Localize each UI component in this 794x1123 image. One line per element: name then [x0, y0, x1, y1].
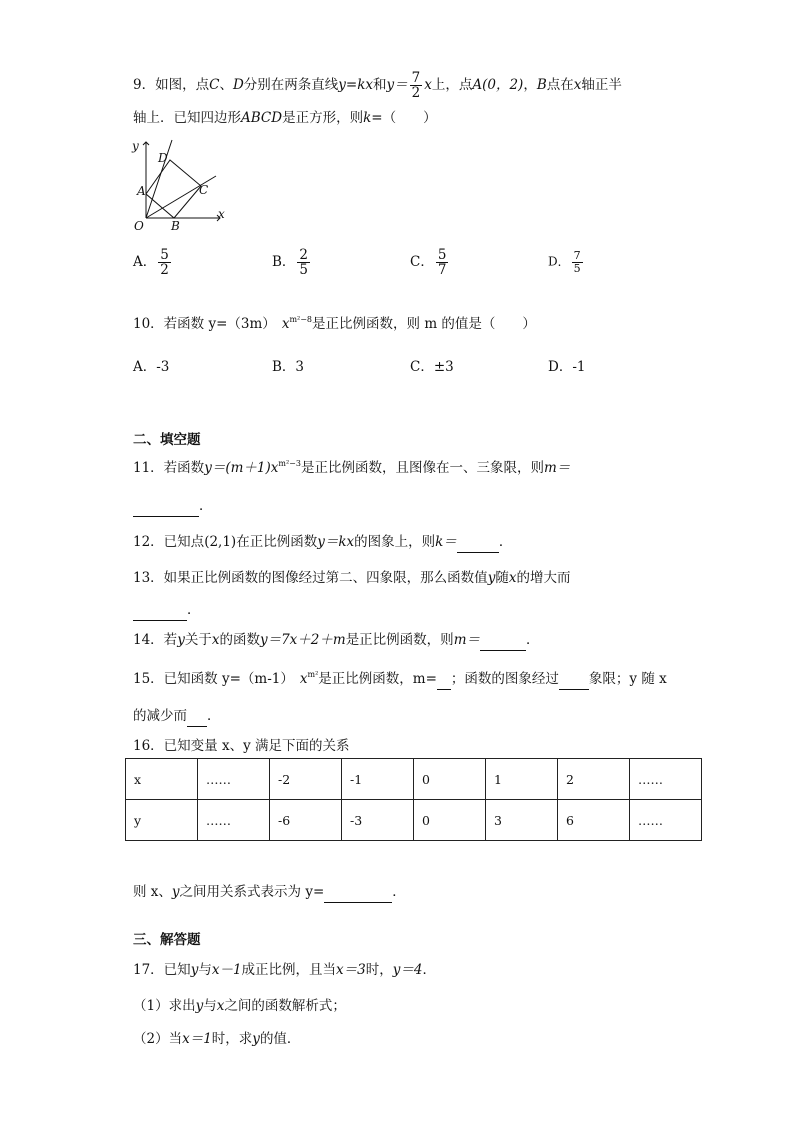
table-row [126, 759, 702, 800]
q11-answer-line: ． [133, 494, 213, 517]
fig-label-c: C [199, 183, 209, 197]
table-cell: …… [630, 800, 702, 841]
q9-text: 分别在两条直线 [243, 77, 339, 93]
q10-option-d[interactable]: D．-1 [548, 359, 586, 375]
q13-answer-line: ． [133, 598, 201, 621]
q17-sub2: （2）当x＝1时，求y的值． [133, 1031, 301, 1047]
q9-line2-lhs: y＝ [386, 77, 408, 93]
fig-label-d: D [158, 151, 168, 165]
q16-blank[interactable] [324, 886, 392, 903]
q10-option-c[interactable]: C．±3 [410, 359, 454, 375]
q9-option-c[interactable]: C． $\frac{5}{7}$ [410, 247, 447, 279]
table-cell: -1 [342, 759, 414, 800]
q11-blank[interactable] [133, 500, 199, 517]
fig-label-a: A [137, 184, 146, 198]
section-solve-heading: 三、解答题 [133, 932, 201, 948]
table-cell: …… [198, 800, 270, 841]
table-cell: -3 [342, 800, 414, 841]
q9-number: 9． [133, 77, 156, 93]
table-cell: x [126, 759, 198, 800]
q13-stem: 13．如果正比例函数的图像经过第二、四象限，那么函数值y随x的增大而 [133, 570, 571, 586]
fig-label-x: x [218, 207, 225, 221]
q9-text: 上，点 [431, 77, 473, 93]
q9-line2: 轴上．已知四边形ABCD是正方形，则k=（ ） [133, 110, 437, 126]
q9-line2-x: x [424, 77, 432, 93]
q17-sub1: （1）求出y与x之间的函数解析式； [133, 998, 346, 1014]
q17-stem: 17．已知y与x－1成正比例，且当x＝3时，y＝4． [133, 962, 436, 978]
section-fill-in-heading: 二、填空题 [133, 432, 201, 448]
table-cell: 0 [414, 800, 486, 841]
table-cell: 6 [558, 800, 630, 841]
q9-option-b[interactable]: B． $\frac{2}{5}$ [272, 247, 309, 279]
table-row [126, 800, 702, 841]
q15-line2: 的减少而 ． [133, 704, 221, 727]
q16-table [125, 758, 702, 841]
q9-line1: 9．如图，点C、D分别在两条直线y=kx和y＝ $\frac{7}{2}$ x上，点A(0，2)，B点在x轴正半 [133, 69, 622, 101]
q9-point-d: D [232, 77, 244, 93]
q12-stem: 12．已知点(2,1)在正比例函数y＝kx的图象上，则k＝ ． [133, 530, 512, 553]
fig-label-o: O [134, 219, 144, 233]
q9-text: 、 [219, 77, 233, 93]
q9-abcd: ABCD [241, 110, 283, 126]
q15-stem: 15．已知函数 y=（m-1） $x^{m^2}$是正比例函数，m= ；函数的图象经过 象限；y 随 x [133, 667, 667, 690]
square-abcd [146, 160, 201, 218]
q10-option-a[interactable]: A．-3 [133, 359, 170, 375]
q12-blank[interactable] [457, 536, 499, 553]
table-cell: -6 [270, 800, 342, 841]
q9-text: 和 [373, 77, 387, 93]
q10-stem: 10．若函数 y=（3m） $x^{m^2-8}$是正比例函数，则 m 的值是（ ） [133, 315, 536, 332]
q9-figure [128, 138, 228, 233]
table-cell: 2 [558, 759, 630, 800]
q14-stem: 14．若y关于x的函数y＝7x＋2＋m是正比例函数，则m＝ ． [133, 628, 540, 651]
fig-label-y: y [132, 139, 139, 153]
q15-blank-m[interactable] [437, 673, 451, 690]
table-cell: 3 [486, 800, 558, 841]
q11-stem: 11．若函数$y=(m+1)x^{m^2-3}$是正比例函数，且图像在一、三象限，则m＝ [133, 459, 571, 476]
table-cell: -2 [270, 759, 342, 800]
q14-blank[interactable] [480, 634, 526, 651]
q9-point-a: A(0，2) [472, 77, 524, 93]
table-cell: 0 [414, 759, 486, 800]
table-cell: …… [198, 759, 270, 800]
q9-option-a[interactable]: A． $\frac{5}{2}$ [133, 247, 169, 279]
q16-intro: 16．已知变量 x、y 满足下面的关系 [133, 738, 350, 754]
q16-question: 则 x、y之间用关系式表示为 y= ． [133, 880, 406, 903]
q15-blank-trend[interactable] [187, 710, 207, 727]
q9-option-d[interactable]: D． $\frac{7}{5}$ [548, 249, 581, 275]
table-cell: y [126, 800, 198, 841]
q9-point-b: B [536, 77, 547, 93]
q10-option-b[interactable]: B．3 [272, 359, 305, 375]
q9-point-c: C [209, 77, 220, 93]
q9-fraction: $\frac{7}{2}$ [411, 69, 421, 101]
fig-label-b: B [171, 219, 180, 233]
table-cell: …… [630, 759, 702, 800]
q13-blank[interactable] [133, 604, 187, 621]
q9-text: 如图，点 [155, 77, 210, 93]
table-cell: 1 [486, 759, 558, 800]
q9-line-kx: y=kx [338, 77, 373, 93]
q15-blank-quadrant[interactable] [559, 673, 589, 690]
